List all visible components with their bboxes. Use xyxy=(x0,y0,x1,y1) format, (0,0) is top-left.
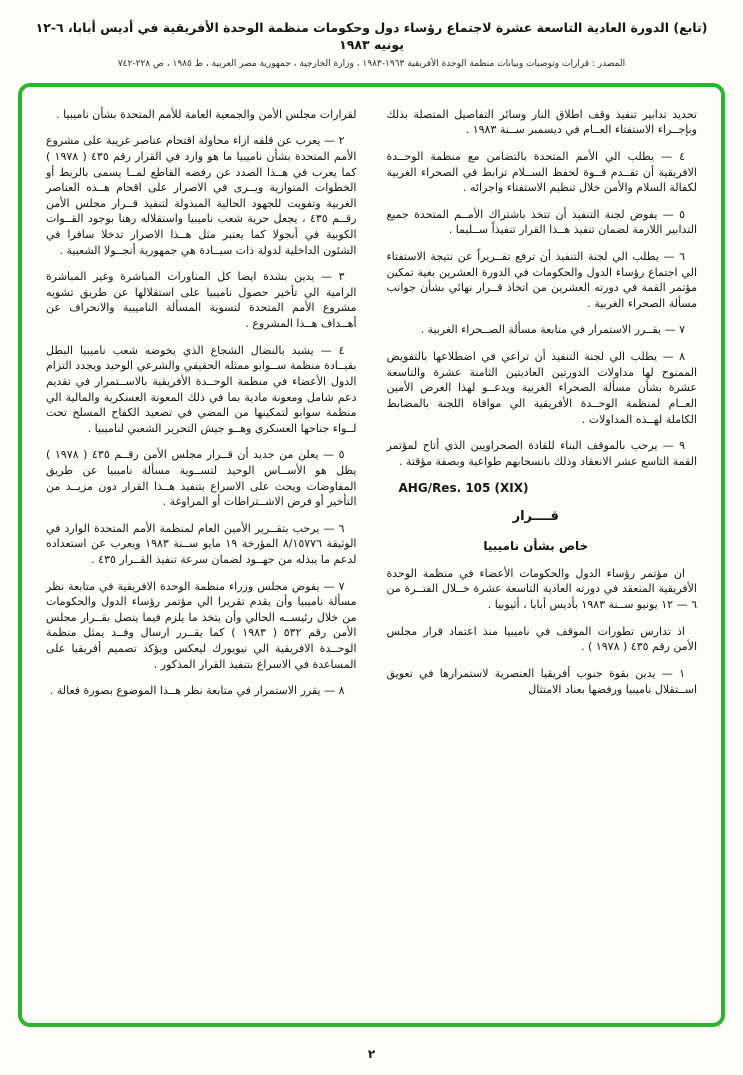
paragraph-item-9: ٩ — يرحب بالموقف البناء للقادة الصحراويين الذي أتاح لمؤتمر القمة التاسع عشر الانعقاد وذلك بانسحابهم طواعية وبصفة مؤقتة . xyxy=(386,439,697,468)
page-number: ٢ xyxy=(367,1047,376,1061)
resolution-preamble: ان مؤتمر رؤساء الدول والحكومات الأعضاء في منظمة الوحدة الأفريقية المنعقد في دورته العادية التاسعة عشرة خــلال الفتــرة من ٦ — ١٢ يونيو ســنة ١٩٨٣ بأديس أبابا ، أثيوبيا . xyxy=(386,566,697,612)
paragraph-item-4: ٤ — يشيد بالنضال الشجاع الذي يخوضه شعب ناميبيا البطل بقيــادة منظمة ســوابو ممثله الحقيقي والشرعي الوحيد ويجدد التزام الدول الأعضاء في منظمة الوحــدة الأفريقية بالاســتمرار في تقديم دعم شامل ومعونة مادية بما في ذلك المعونة العسكرية والمالية الي منظمة سوابو لتمكينها من المضي في تصعيد الكفاح المسلح تحت لــواء جناحها العسكري وهــو جيش التحرير الشعبي لناميبيا . xyxy=(46,343,357,435)
paragraph-item-8: ٨ — يقرر الاستمرار في متابعة نظر هــذا الموضوع بصورة فعالة . xyxy=(49,684,345,698)
page-header-title: (تابع) الدورة العادية التاسعة عشرة لاجتماع رؤساء دول وحكومات منظمة الوحدة الأفريقية في أديس أبابا، ٦-١٢ يونيه ١٩٨٣ xyxy=(35,20,708,52)
paragraph-item-5: ٥ — يعلن من جديد أن قــرار مجلس الأمن رقــم ٤٣٥ ( ١٩٧٨ ) يظل هو الأســاس الوحيد لتســوية مسألة ناميبيا عن طريق المفاوضات ويحث على الاسراع بتنفيذ هــذا القرار دون مزيــد من التأخير أو فرض الاشــتراطات أو المراوغة . xyxy=(46,448,357,509)
paragraph-item-6: ٦ — يرحب بتقــرير الأمين العام لمنظمة الأمم المتحدة الوارد في الوثيقة ٨/١٥٧٧٦ المؤرخة ١٩ مايو ســنة ١٩٨٣ ويعرب عن استعداده لدعم ما يبذله من جهــود لضمان سرعة تنفيذ القــرار ٤٣٥ . xyxy=(46,521,357,566)
paragraph-item-6: ٦ — يطلب الي لجنة التنفيذ أن ترفع تقــريراً عن نتيجة الاستفتاء الي اجتماع رؤساء الدول والحكومات في الدورة العشرين بغية تمكين مؤتمر القمة في دورته العشرين من اتخاذ قــرار نهائي بشأن جوانب مسألة الصحراء الغربية . xyxy=(386,250,697,310)
document-box xyxy=(18,83,725,1027)
resolution-subtitle: خاص بشأن ناميبيا xyxy=(483,538,589,553)
resolution-code: AHG/Res. 105 (XIX) xyxy=(398,481,529,496)
paragraph-item-7: ٧ — يقــرر الاستمرار في متابعة مسألة الصــحراء الغربية . xyxy=(420,323,685,337)
page-header xyxy=(0,0,743,69)
paragraph-item-7: ٧ — يفوض مجلس وزراء منظمة الوحدة الافريقية في متابعة نظر مسألة ناميبيا وأن يقدم تقريرا الي مؤتمر رؤساء الدول والحكومات من خلال رئيســه الحالي وأن يتخذ ما يلزم فيما يتصل بقــرار مجلس الأمن رقم ٥٣٢ ( ١٩٨٣ ) كما يقــرر ارسال وفــد يمثل منظمة الوحــدة الافريقية الي نيويورك ليعكس ويؤكد تصميم أفريقيا على المساعدة في الاسراع بتنفيذ القرار المذكور . xyxy=(46,579,357,671)
paragraph-item-5: ٥ — يفوض لجنة التنفيذ أن تتخذ باشتراك الأمــم المتحدة جميع التدابير اللازمة لضمان تنفيذ هــذا القرار تنفيذاً ســليما . xyxy=(386,207,697,237)
paragraph-item-2: ٢ — يعرب عن قلقه ازاء محاولة اقتحام عناصر غريبة على مشروع الأمم المتحدة بشأن ناميبيا ما هو وارد في القرار رقم ٤٣٥ ( ١٩٧٨ ) كما يعرب في هــذا الصدد عن رفضه القاطع لمــا يسمى بالربط أو الخطوات المتوازية ويــرى في الاصرار على اقحام هــذه العناصر الغربية وتفويت للجهود الحالية المبذولة لتنفيذ قــرار مجلس الأمن رقــم ٤٣٥ ، يجعل حرية شعب ناميبيا واستقلاله رهنا بوجود القــوات الكوبية في أنجولا كما يعتبر مثل هــذا الاصرار تدخلا سافرا في الشئون الداخلية لدولة ذات سيــادة هي جمهورية أنجــولا الشعبية . xyxy=(46,134,357,257)
paragraph-continuation: لقرارات مجلس الأمن والجمعية العامة للأمم المتحدة بشأن ناميبيا . xyxy=(56,107,357,121)
paragraph-item-4: ٤ — يطلب الي الأمم المتحدة بالتضامن مع منظمة الوحــدة الافريقية أن تقــدم قــوة لحفظ الســلام ترابط في الصحراء الغربية لكفالة السلام والأمن خلال تنظيم الاستفتاء واجرائه . xyxy=(386,149,697,195)
resolution-considering: اذ تدارس تطورات الموقف في ناميبيا منذ اعتماد قرار مجلس الأمن رقم ٤٣٥ ( ١٩٧٨ ) . xyxy=(386,624,697,654)
two-column-layout xyxy=(46,107,697,1001)
paragraph-item-1: ١ — يدين بقوة جنوب أفريقيا العنصرية لاستمرارها في تعويق اســتقلال ناميبيا ورفضها بعناد الامتثال xyxy=(386,666,697,696)
paragraph-item-3: ٣ — يدين بشدة ايضا كل المناورات المباشرة وغير المباشرة الرامية الي تأخير حصول ناميبيا على استقلالها عن طريق تشويه مشروع الأمم المتحدة لتسوية المسألة الناميبية والانحراف عن أهــداف هــذا المشروع . xyxy=(46,270,357,331)
paragraph: تحديد تدابير تنفيذ وقف اطلاق النار وسائر التفاصيل المتصلة بذلك وبإجــراء الاستفتاء العــام في ديسمبر ســنة ١٩٨٣ . xyxy=(386,107,697,137)
paragraph-item-8: ٨ — يطلب الي لجنة التنفيذ أن تراعي في اضطلاعها بالتفويض الممنوح لها مداولات الدورتين العاديتين الثامنة عشرة والتاسعة عشرة بشأن مسألة الصحراء الغربية ويدعــو لهذا الغرض الأمين العــام لمنظمة الوحــدة الأفريقية الي موافاة اللجنة بالمضابط الكاملة لهــذه المداولات . xyxy=(386,350,697,426)
resolution-title: قــــرار xyxy=(512,509,559,525)
source-line: المصدر : قرارات وتوصيات وبيانات منظمة الوحدة الأفريقية ١٩٦٣-١٩٨٣ ، وزارة الخارجية ، جمهورية مصر العربية ، ط ١٩٨٥ ، ص ٢٢٨-٧٤٢ xyxy=(117,58,626,69)
right-column xyxy=(387,107,698,1001)
left-column xyxy=(46,107,357,1001)
